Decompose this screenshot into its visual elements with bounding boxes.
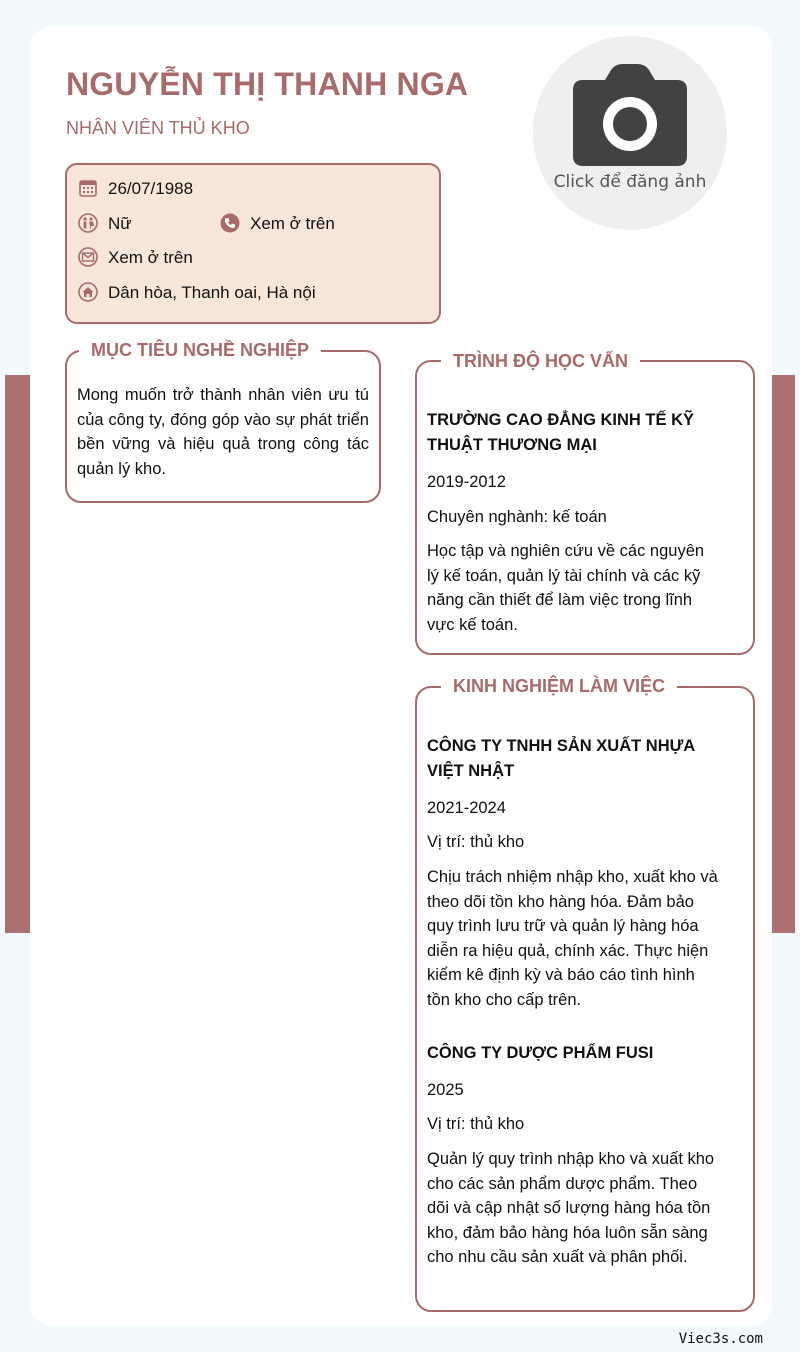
education-title: TRÌNH ĐỘ HỌC VẤN bbox=[441, 351, 640, 372]
calendar-icon bbox=[78, 178, 98, 198]
objective-title: MỤC TIÊU NGHỀ NGHIỆP bbox=[79, 340, 321, 361]
job-role[interactable]: Vị trí: thủ kho bbox=[427, 1115, 525, 1133]
address-value[interactable]: Dân hòa, Thanh oai, Hà nội bbox=[108, 283, 316, 302]
photo-upload-button[interactable] bbox=[533, 36, 727, 230]
job-role[interactable]: Vị trí: thủ kho bbox=[427, 833, 525, 851]
gender-icon bbox=[78, 213, 98, 233]
education-period[interactable]: 2019-2012 bbox=[427, 473, 506, 491]
job-company[interactable]: CÔNG TY TNHH SẢN XUẤT NHỰA VIỆT NHẬT bbox=[427, 737, 695, 780]
candidate-name[interactable]: NGUYỄN THỊ THANH NGA bbox=[66, 66, 469, 102]
education-description[interactable]: Học tập và nghiên cứu về các nguyên lý kế toán, quản lý tài chính và các kỹ năng cần thiết để làm việc trong lĩnh vực kế toán. bbox=[427, 542, 705, 634]
camera-icon bbox=[571, 64, 689, 168]
job-description[interactable]: Chịu trách nhiệm nhập kho, xuất kho và theo dõi tồn kho hàng hóa. Đảm bảo quy trình lưu trữ và quản lý hàng hóa diễn ra hiệu quả, chính xác. Thực hiện kiểm kê định kỳ và báo cáo tình hình tồn kho cho cấp trên. bbox=[427, 868, 718, 1009]
home-icon bbox=[78, 282, 98, 302]
gender-value[interactable]: Nữ bbox=[108, 214, 132, 233]
contact-info-box bbox=[65, 163, 441, 324]
job-company[interactable]: CÔNG TY DƯỢC PHẨM FUSI bbox=[427, 1044, 654, 1062]
candidate-position[interactable]: NHÂN VIÊN THỦ KHO bbox=[66, 118, 250, 138]
job-description[interactable]: Quản lý quy trình nhập kho và xuất kho cho các sản phẩm dược phẩm. Theo dõi và cập nhật số lượng hàng hóa tồn kho, đảm bảo hàng hóa luôn sẵn sàng cho nhu cầu sản xuất và phân phối. bbox=[427, 1150, 715, 1266]
experience-title: KINH NGHIỆM LÀM VIỆC bbox=[441, 676, 677, 697]
email-icon bbox=[78, 247, 98, 267]
birthday-value[interactable]: 26/07/1988 bbox=[108, 179, 194, 198]
photo-upload-label: Click để đăng ảnh bbox=[553, 172, 707, 192]
objective-text[interactable]: Mong muốn trở thành nhân viên ưu tú của công ty, đóng góp vào sự phát triển bền vững và hiệu quả trong công tác quản lý kho. bbox=[77, 386, 369, 478]
phone-value[interactable]: Xem ở trên bbox=[250, 214, 335, 233]
education-major[interactable]: Chuyên nghành: kế toán bbox=[427, 508, 607, 526]
footer-brand: Viec3s.com bbox=[678, 1331, 763, 1347]
job-period[interactable]: 2025 bbox=[427, 1081, 464, 1099]
education-school[interactable]: TRƯỜNG CAO ĐẲNG KINH TẾ KỸ THUẬT THƯƠNG MẠI bbox=[427, 411, 695, 454]
phone-icon bbox=[220, 213, 240, 233]
job-period[interactable]: 2021-2024 bbox=[427, 799, 506, 817]
email-value[interactable]: Xem ở trên bbox=[108, 248, 193, 267]
